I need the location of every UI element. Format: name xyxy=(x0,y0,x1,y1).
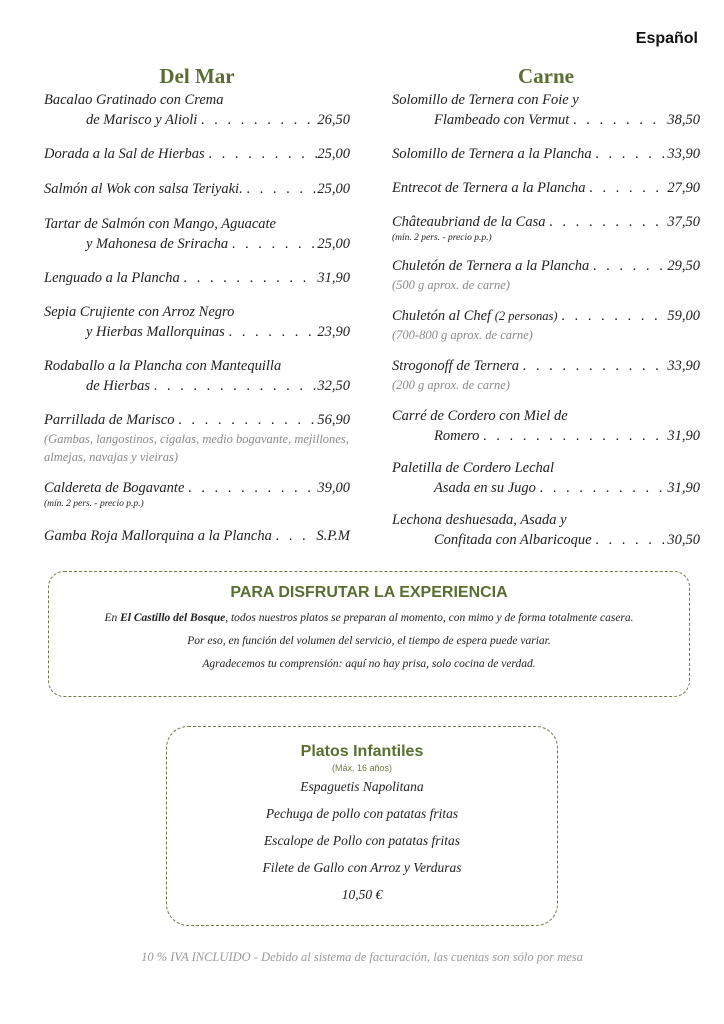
item-name-cont: Confitada con Albaricoque xyxy=(434,532,592,548)
menu-item xyxy=(44,144,350,164)
item-note: (mín. 2 pers. - precio p.p.) xyxy=(392,233,492,243)
item-name: Sepia Crujiente con Arroz Negro xyxy=(44,304,235,320)
item-name: Paletilla de Cordero Lechal xyxy=(392,460,555,476)
kids-item: Espaguetis Napolitana xyxy=(300,779,424,794)
item-price: 26,50 xyxy=(317,112,350,128)
item-price: 27,90 xyxy=(667,180,700,196)
kids-item: Filete de Gallo con Arroz y Verduras xyxy=(262,860,462,875)
experience-text: En xyxy=(104,612,121,624)
item-name-cont: Flambeado con Vermut xyxy=(434,112,570,128)
item-price: 37,50 xyxy=(667,214,700,230)
menu-item xyxy=(392,178,700,198)
kids-item: Escalope de Pollo con patatas fritas xyxy=(263,833,461,848)
menu-item xyxy=(392,212,700,244)
menu-item xyxy=(44,302,350,342)
del-mar-section xyxy=(44,64,350,546)
item-name: Dorada a la Sal de Hierbas xyxy=(44,146,205,162)
menu-item xyxy=(392,510,700,550)
item-note: (500 g aprox. de carne) xyxy=(392,278,510,292)
experience-paragraph-1 xyxy=(49,612,689,625)
item-name: Caldereta de Bogavante xyxy=(44,480,185,496)
carne-section xyxy=(392,64,700,550)
item-name: Solomillo de Ternera con Foie y xyxy=(392,92,579,108)
carne-title: Carne xyxy=(518,64,574,88)
menu-item xyxy=(392,356,700,394)
item-price: 29,50 xyxy=(667,258,700,274)
item-name: Strogonoff de Ternera xyxy=(392,358,520,374)
item-price: 32,50 xyxy=(317,378,350,394)
item-price: 38,50 xyxy=(667,112,700,128)
menu-item xyxy=(44,356,350,396)
item-name: Salmón al Wok con salsa Teriyaki. xyxy=(44,181,243,197)
item-price: 59,00 xyxy=(667,308,700,324)
menu-item xyxy=(392,144,700,164)
item-price: 33,90 xyxy=(667,358,700,374)
restaurant-name: El Castillo del Bosque xyxy=(120,612,226,624)
menu-item xyxy=(44,179,350,199)
experience-paragraph-3: Agradecemos tu comprensión: aquí no hay prisa, solo cocina de verdad. xyxy=(202,658,536,670)
kids-price: 10,50 € xyxy=(341,887,383,902)
item-name-cont: Asada en su Jugo xyxy=(434,480,536,496)
item-price: 31,90 xyxy=(667,428,700,444)
kids-menu-box xyxy=(166,726,558,926)
item-name: Solomillo de Ternera a la Plancha xyxy=(392,146,592,162)
menu-item xyxy=(44,268,350,288)
menu-item xyxy=(44,214,350,254)
menu-item xyxy=(44,410,350,466)
item-price: 56,90 xyxy=(317,412,350,428)
item-price: 39,00 xyxy=(317,480,350,496)
menu-item xyxy=(44,526,350,546)
experience-text: , todos nuestros platos se preparan al momento, con mimo y de forma totalmente casera. xyxy=(225,612,634,624)
menu-item xyxy=(392,306,700,344)
item-name: Gamba Roja Mallorquina a la Plancha xyxy=(44,528,272,544)
menu-item xyxy=(392,406,700,446)
menu-item xyxy=(392,90,700,130)
item-price: S.P.M xyxy=(316,528,350,544)
item-name: Bacalao Gratinado con Crema xyxy=(44,92,224,108)
item-name: Rodaballo a la Plancha con Mantequilla xyxy=(44,358,282,374)
language-label[interactable]: Español xyxy=(635,30,698,47)
item-note: (700-800 g aprox. de carne) xyxy=(392,328,533,342)
menu-item xyxy=(392,458,700,498)
item-name-main: Chuletón al Chef xyxy=(392,308,492,324)
item-price: 30,50 xyxy=(667,532,700,548)
del-mar-title: Del Mar xyxy=(159,64,235,88)
item-name: Tartar de Salmón con Mango, Aguacate xyxy=(44,216,276,232)
menu-item xyxy=(44,478,350,510)
item-note: (200 g aprox. de carne) xyxy=(392,378,510,392)
item-price: 25,00 xyxy=(317,146,350,162)
item-name: Entrecot de Ternera a la Plancha xyxy=(392,180,586,196)
item-name: Parrillada de Marisco xyxy=(44,412,175,428)
item-price: 33,90 xyxy=(667,146,700,162)
item-price: 25,00 xyxy=(317,181,350,197)
item-name: Lenguado a la Plancha xyxy=(44,270,180,286)
item-name: Chuletón de Ternera a la Plancha xyxy=(392,258,590,274)
item-name-cont: de Marisco y Alioli xyxy=(86,112,198,128)
kids-item: Pechuga de pollo con patatas fritas xyxy=(265,806,459,821)
item-name: Lechona deshuesada, Asada y xyxy=(392,512,567,528)
experience-title: PARA DISFRUTAR LA EXPERIENCIA xyxy=(230,584,508,601)
item-name xyxy=(392,306,558,326)
item-price: 23,90 xyxy=(317,324,350,340)
experience-box xyxy=(48,571,690,697)
item-name-extra: (2 personas) xyxy=(494,309,558,323)
item-name-cont: de Hierbas xyxy=(86,378,151,394)
item-name-cont: y Hierbas Mallorquinas xyxy=(86,324,225,340)
menu-item xyxy=(392,256,700,294)
item-name: Carré de Cordero con Miel de xyxy=(392,408,568,424)
item-name-cont: Romero xyxy=(434,428,480,444)
item-name-cont: y Mahonesa de Sriracha xyxy=(86,236,229,252)
item-name: Châteaubriand de la Casa xyxy=(392,214,546,230)
kids-menu-title: Platos Infantiles xyxy=(300,743,424,760)
menu-item xyxy=(44,90,350,130)
tax-footer-note: 10 % IVA INCLUIDO - Debido al sistema de facturación, las cuentas son sólo por mesa xyxy=(141,950,583,964)
item-price: 31,90 xyxy=(317,270,350,286)
item-price: 31,90 xyxy=(667,480,700,496)
experience-paragraph-2: Por eso, en función del volumen del servicio, el tiempo de espera puede variar. xyxy=(187,635,551,647)
kids-menu-age-note: (Máx. 16 años) xyxy=(331,763,393,773)
item-note: (mín. 2 pers. - precio p.p.) xyxy=(44,499,144,509)
item-note: (Gambas, langostinos, cigalas, medio bogavante, mejillones, almejas, navajas y vieiras) xyxy=(44,432,349,464)
item-price: 25,00 xyxy=(317,236,350,252)
